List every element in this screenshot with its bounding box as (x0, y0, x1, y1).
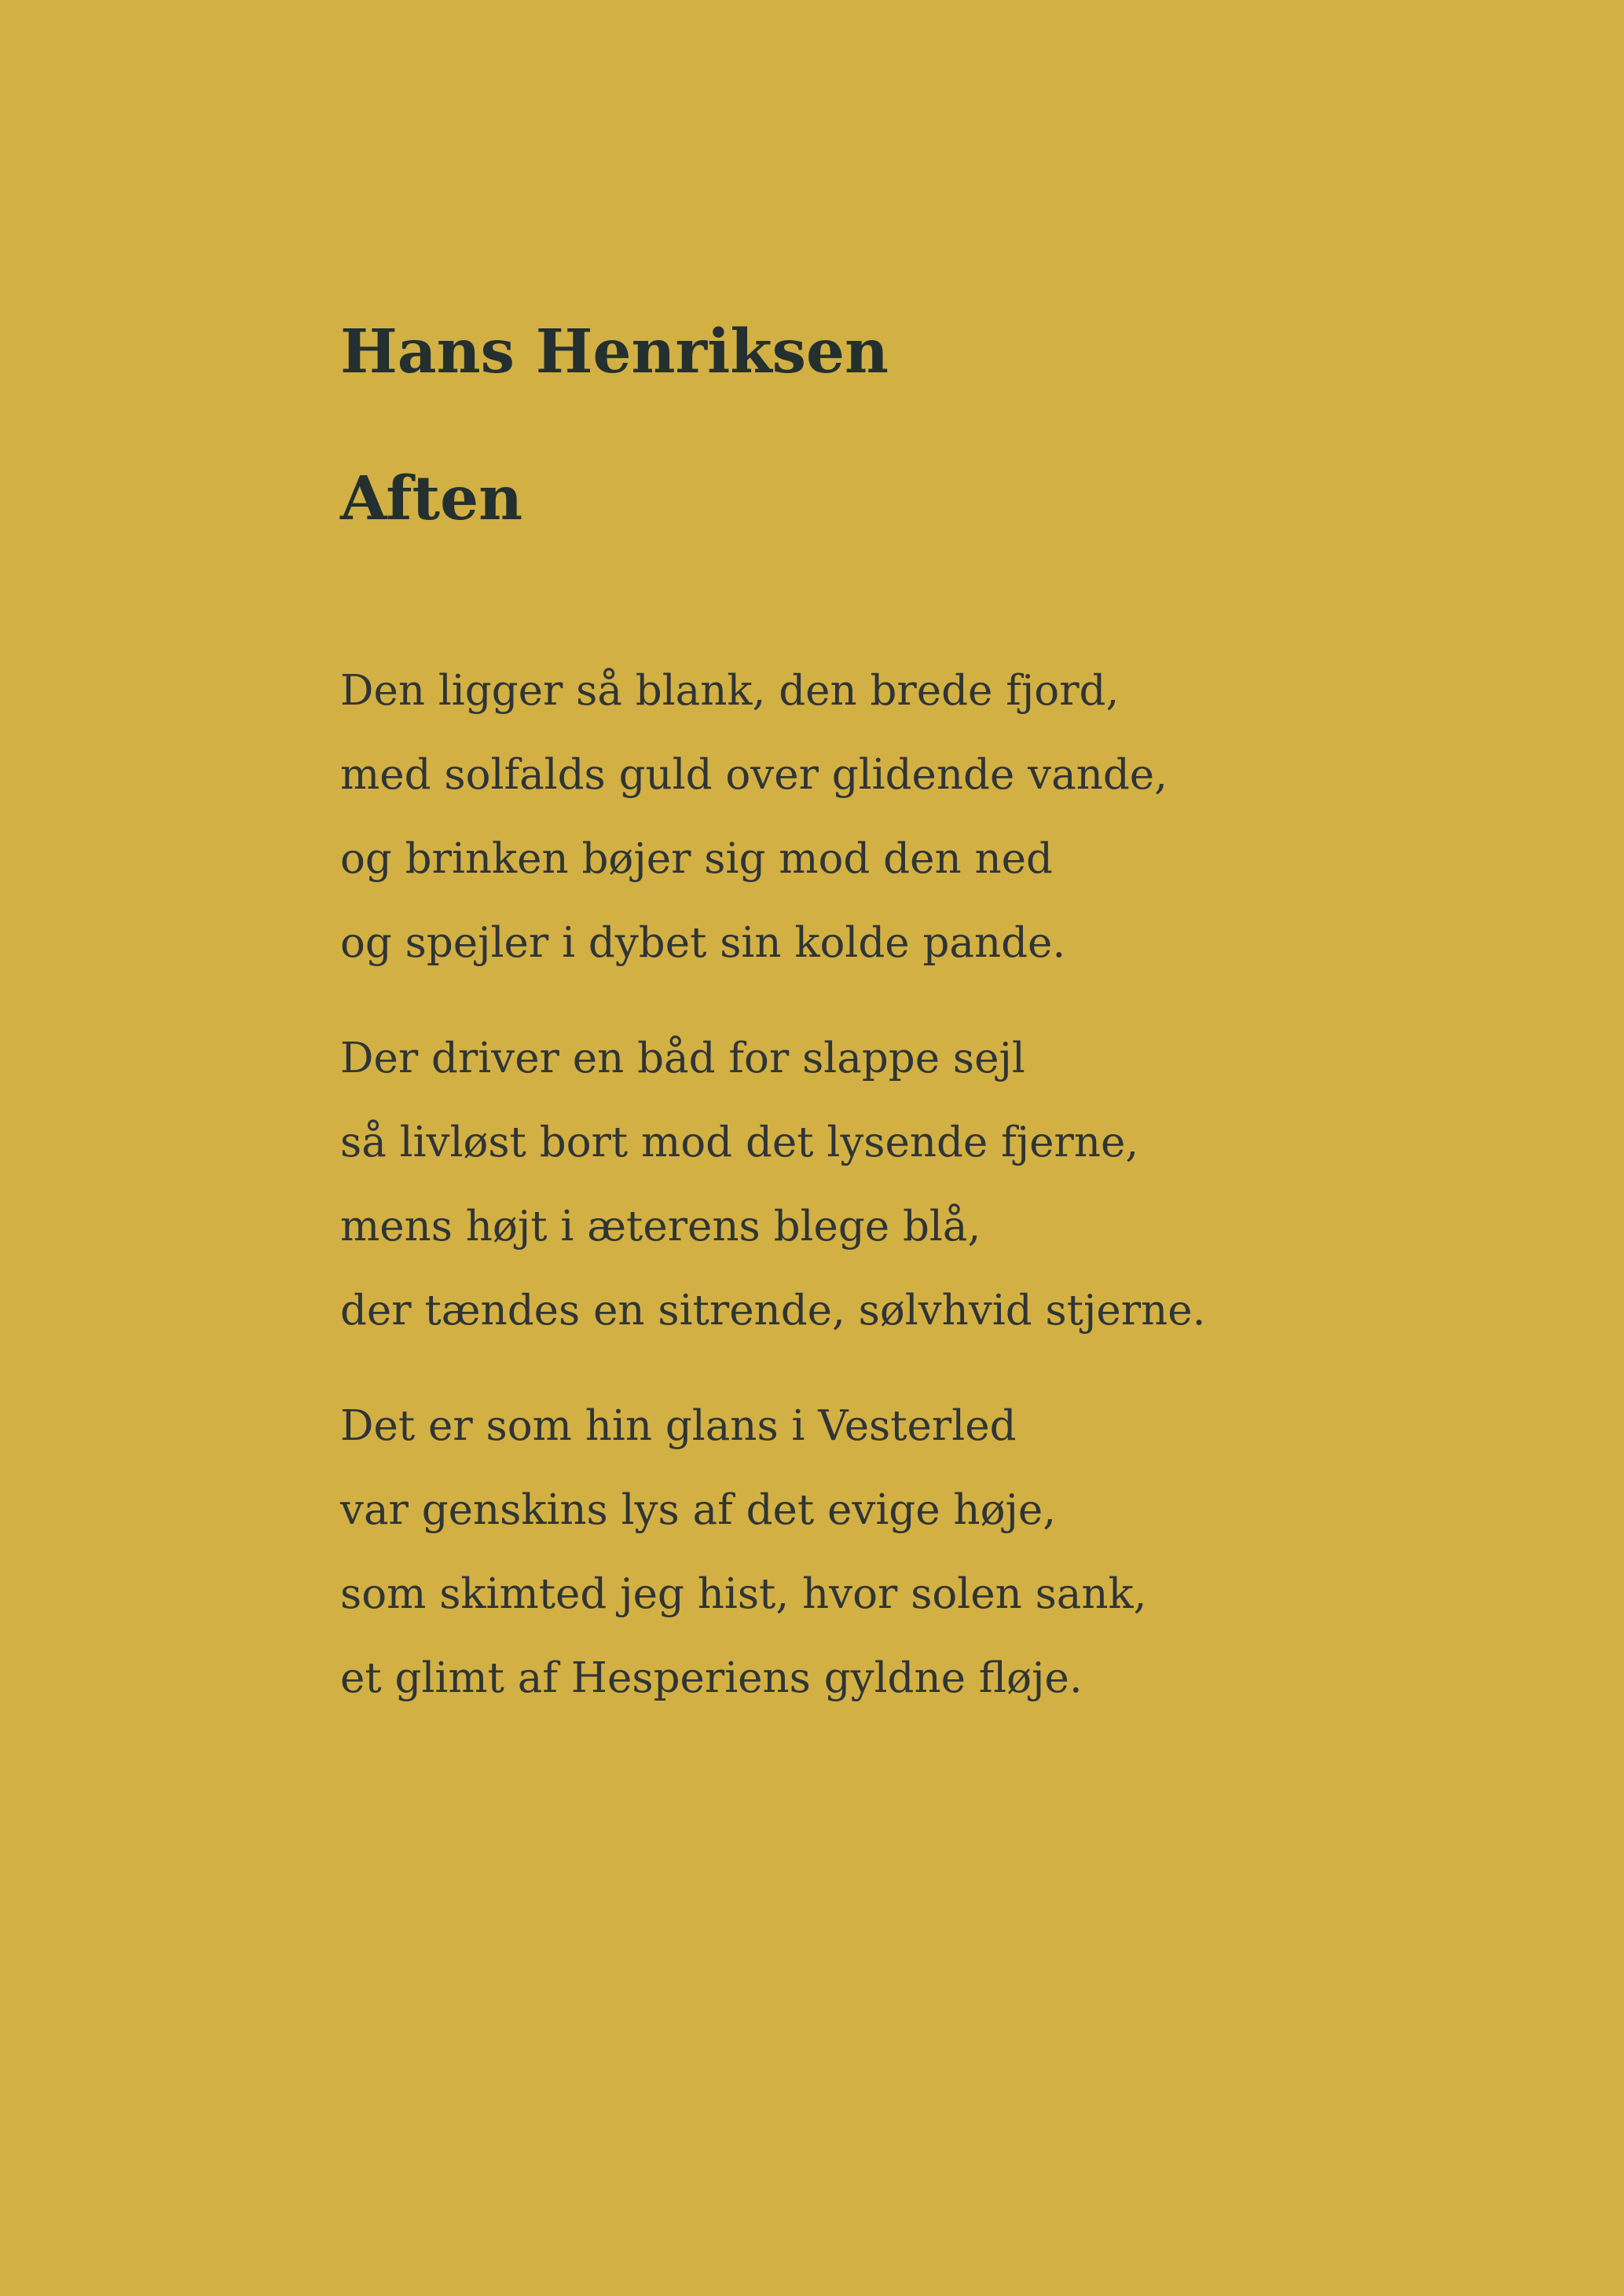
poem-line: så livløst bort mod det lysende fjerne, (340, 1119, 1139, 1166)
poem-line: og spejler i dybet sin kolde pande. (340, 919, 1066, 967)
stanza-3 (340, 1384, 1205, 1720)
stanza-1 (340, 649, 1205, 985)
stanza-2 (340, 1016, 1205, 1353)
poem-line: og brinken bøjer sig mod den ned (340, 835, 1053, 883)
poem-line: mens højt i æterens blege blå, (340, 1203, 981, 1251)
poem-line: som skimted jeg hist, hvor solen sank, (340, 1570, 1147, 1618)
poem-line: Der driver en båd for slappe sejl (340, 1034, 1025, 1082)
poem-line: med solfalds guld over glidende vande, (340, 751, 1168, 799)
poem-line: et glimt af Hesperiens gyldne fløje. (340, 1654, 1083, 1702)
poem-title: Aften (340, 463, 523, 534)
poem-body (340, 649, 1205, 1752)
poem-line: Det er som hin glans i Vesterled (340, 1402, 1017, 1450)
poem-line: var genskins lys af det evige høje, (340, 1486, 1057, 1534)
author-name: Hans Henriksen (340, 317, 889, 387)
poem-line: Den ligger så blank, den brede fjord, (340, 667, 1120, 715)
poem-line: der tændes en sitrende, sølvhvid stjerne. (340, 1287, 1206, 1335)
